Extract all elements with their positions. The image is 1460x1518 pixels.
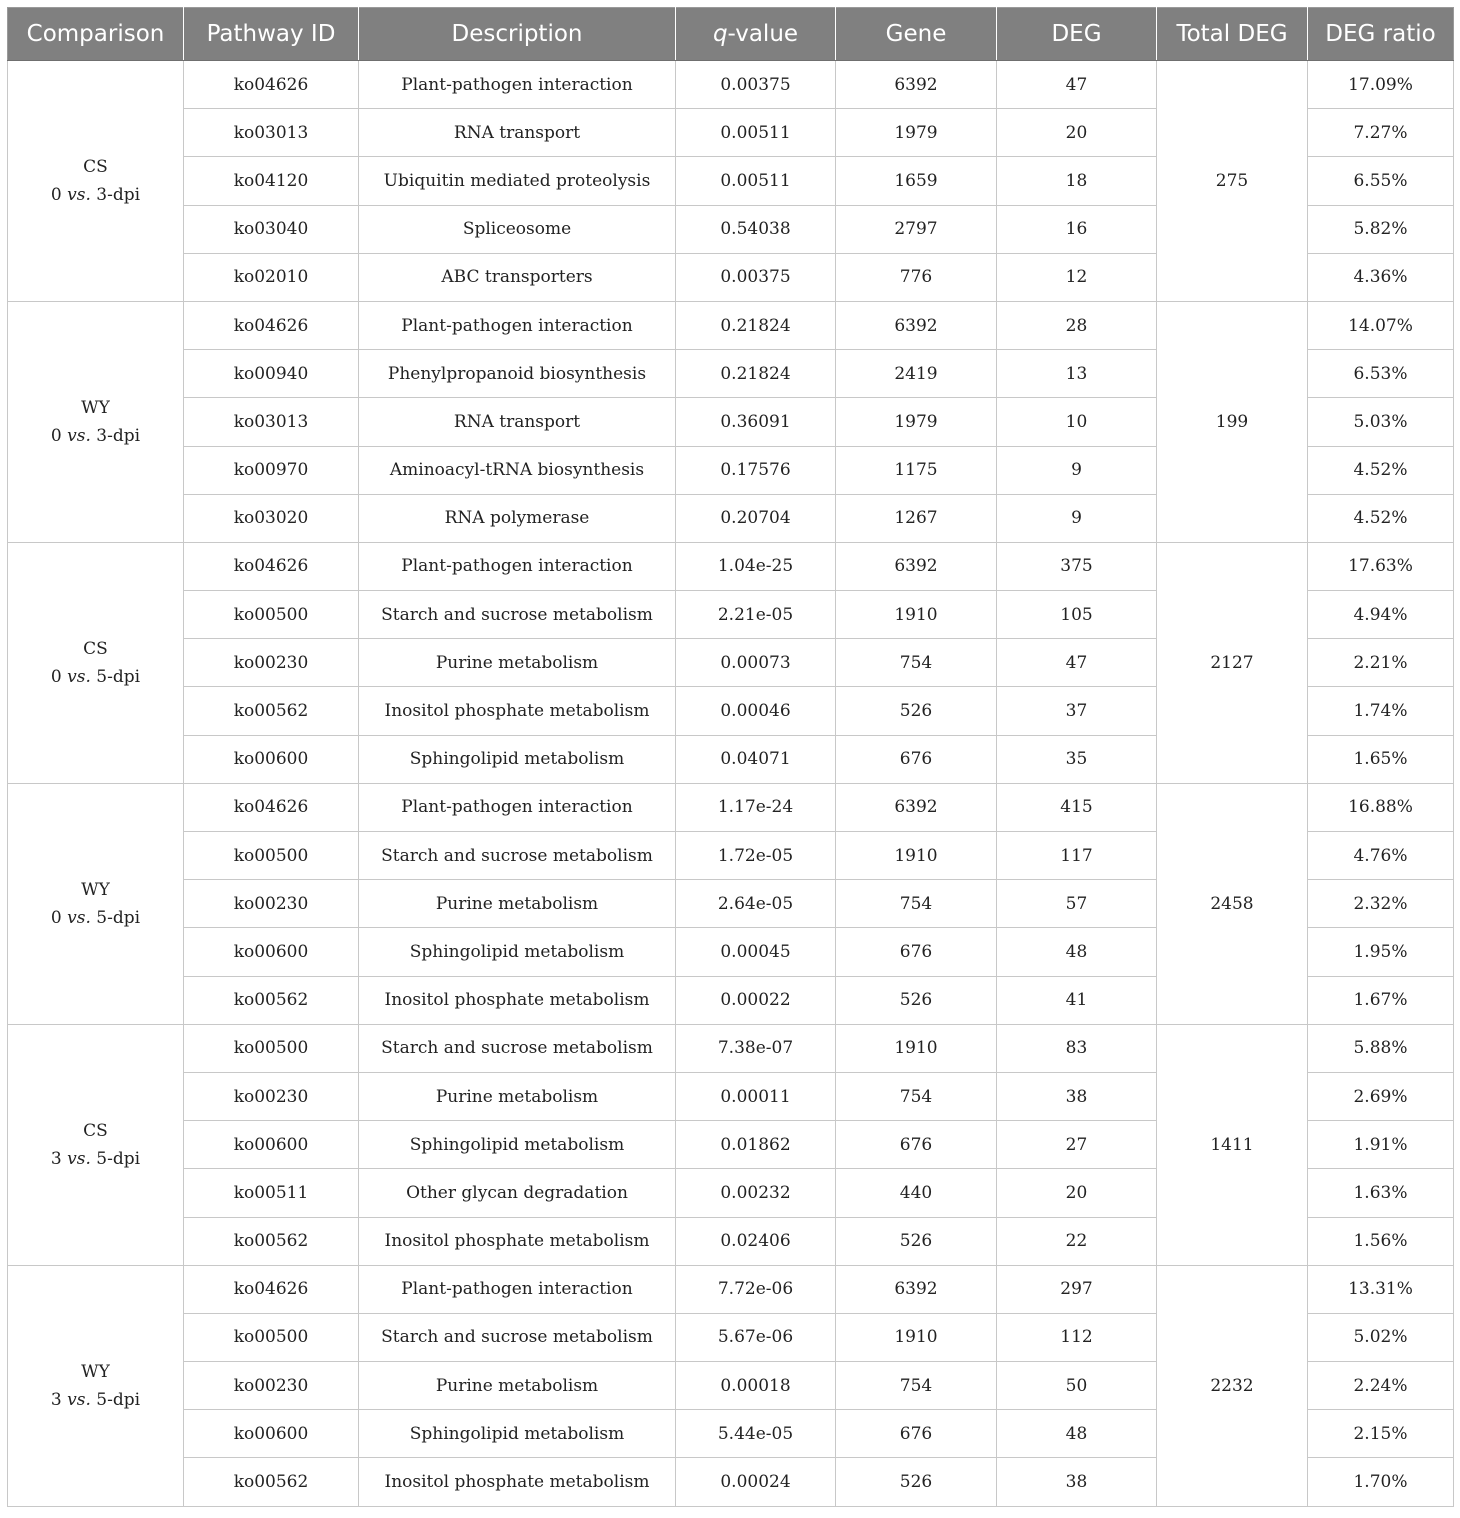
gene-cell: 6392 xyxy=(836,1265,997,1313)
table-row xyxy=(8,542,1454,590)
deg-cell: 22 xyxy=(997,1217,1157,1265)
deg-ratio-cell: 2.69% xyxy=(1308,1072,1454,1120)
comparison-to: 5-dpi xyxy=(96,907,141,928)
deg-ratio-cell: 2.21% xyxy=(1308,639,1454,687)
deg-cell: 48 xyxy=(997,928,1157,976)
description-cell: RNA transport xyxy=(359,109,676,157)
comparison-sample: CS xyxy=(83,638,108,659)
gene-cell: 526 xyxy=(836,687,997,735)
pathway-id-cell: ko00230 xyxy=(184,1072,359,1120)
header-q-letter: q xyxy=(712,21,728,47)
description-cell: RNA polymerase xyxy=(359,494,676,542)
comparison-from: 0 xyxy=(50,184,62,205)
gene-cell: 1910 xyxy=(836,1024,997,1072)
description-cell: Aminoacyl-tRNA biosynthesis xyxy=(359,446,676,494)
q-value-cell: 0.21824 xyxy=(676,350,836,398)
q-value-cell: 0.00024 xyxy=(676,1458,836,1506)
comparison-from: 0 xyxy=(50,907,62,928)
header-deg: DEG xyxy=(997,8,1157,61)
q-value-cell: 0.00022 xyxy=(676,976,836,1024)
description-cell: Sphingolipid metabolism xyxy=(359,1121,676,1169)
deg-cell: 83 xyxy=(997,1024,1157,1072)
description-cell: Inositol phosphate metabolism xyxy=(359,976,676,1024)
q-value-cell: 0.02406 xyxy=(676,1217,836,1265)
description-cell: Other glycan degradation xyxy=(359,1169,676,1217)
deg-cell: 37 xyxy=(997,687,1157,735)
gene-cell: 440 xyxy=(836,1169,997,1217)
deg-ratio-cell: 17.09% xyxy=(1308,61,1454,109)
deg-ratio-cell: 1.63% xyxy=(1308,1169,1454,1217)
gene-cell: 754 xyxy=(836,639,997,687)
pathway-id-cell: ko00500 xyxy=(184,832,359,880)
deg-ratio-cell: 4.52% xyxy=(1308,494,1454,542)
pathway-id-cell: ko00500 xyxy=(184,1313,359,1361)
comparison-cell xyxy=(8,1024,184,1265)
header-row xyxy=(8,8,1454,61)
header-q-suffix: -value xyxy=(727,21,799,47)
comparison-vs: vs. xyxy=(67,184,91,205)
deg-cell: 297 xyxy=(997,1265,1157,1313)
gene-cell: 526 xyxy=(836,1217,997,1265)
q-value-cell: 0.00011 xyxy=(676,1072,836,1120)
kegg-enrichment-table xyxy=(7,7,1454,1507)
total-deg-cell: 2127 xyxy=(1157,542,1308,783)
total-deg-cell: 1411 xyxy=(1157,1024,1308,1265)
pathway-id-cell: ko00940 xyxy=(184,350,359,398)
pathway-id-cell: ko03020 xyxy=(184,494,359,542)
pathway-id-cell: ko00562 xyxy=(184,1217,359,1265)
pathway-id-cell: ko04626 xyxy=(184,1265,359,1313)
total-deg-cell: 2458 xyxy=(1157,783,1308,1024)
comparison-cell xyxy=(8,61,184,302)
q-value-cell: 5.67e-06 xyxy=(676,1313,836,1361)
deg-ratio-cell: 5.03% xyxy=(1308,398,1454,446)
comparison-to: 5-dpi xyxy=(96,1148,141,1169)
table-body xyxy=(8,61,1454,1507)
description-cell: Plant-pathogen interaction xyxy=(359,1265,676,1313)
q-value-cell: 0.00046 xyxy=(676,687,836,735)
table-row xyxy=(8,1024,1454,1072)
deg-ratio-cell: 17.63% xyxy=(1308,542,1454,590)
deg-cell: 20 xyxy=(997,109,1157,157)
q-value-cell: 7.72e-06 xyxy=(676,1265,836,1313)
q-value-cell: 0.00375 xyxy=(676,253,836,301)
q-value-cell: 1.17e-24 xyxy=(676,783,836,831)
gene-cell: 1910 xyxy=(836,591,997,639)
q-value-cell: 0.01862 xyxy=(676,1121,836,1169)
pathway-id-cell: ko04626 xyxy=(184,301,359,349)
description-cell: Plant-pathogen interaction xyxy=(359,783,676,831)
pathway-id-cell: ko00600 xyxy=(184,928,359,976)
deg-cell: 57 xyxy=(997,880,1157,928)
q-value-cell: 0.36091 xyxy=(676,398,836,446)
q-value-cell: 0.00045 xyxy=(676,928,836,976)
comparison-from: 0 xyxy=(50,666,62,687)
pathway-id-cell: ko00230 xyxy=(184,639,359,687)
deg-ratio-cell: 4.52% xyxy=(1308,446,1454,494)
q-value-cell: 0.00232 xyxy=(676,1169,836,1217)
deg-ratio-cell: 5.02% xyxy=(1308,1313,1454,1361)
gene-cell: 6392 xyxy=(836,61,997,109)
total-deg-cell: 275 xyxy=(1157,61,1308,302)
gene-cell: 754 xyxy=(836,1072,997,1120)
deg-ratio-cell: 2.32% xyxy=(1308,880,1454,928)
pathway-id-cell: ko00511 xyxy=(184,1169,359,1217)
pathway-id-cell: ko00600 xyxy=(184,1410,359,1458)
deg-ratio-cell: 1.95% xyxy=(1308,928,1454,976)
pathway-id-cell: ko00500 xyxy=(184,591,359,639)
deg-ratio-cell: 14.07% xyxy=(1308,301,1454,349)
gene-cell: 676 xyxy=(836,928,997,976)
pathway-id-cell: ko00500 xyxy=(184,1024,359,1072)
gene-cell: 6392 xyxy=(836,542,997,590)
q-value-cell: 1.72e-05 xyxy=(676,832,836,880)
deg-cell: 112 xyxy=(997,1313,1157,1361)
pathway-id-cell: ko00562 xyxy=(184,1458,359,1506)
gene-cell: 754 xyxy=(836,880,997,928)
deg-ratio-cell: 5.82% xyxy=(1308,205,1454,253)
pathway-id-cell: ko03013 xyxy=(184,109,359,157)
q-value-cell: 0.21824 xyxy=(676,301,836,349)
description-cell: ABC transporters xyxy=(359,253,676,301)
pathway-id-cell: ko04626 xyxy=(184,783,359,831)
description-cell: Starch and sucrose metabolism xyxy=(359,591,676,639)
pathway-id-cell: ko02010 xyxy=(184,253,359,301)
table-row xyxy=(8,783,1454,831)
deg-ratio-cell: 6.53% xyxy=(1308,350,1454,398)
pathway-id-cell: ko04626 xyxy=(184,61,359,109)
comparison-from: 3 xyxy=(50,1389,62,1410)
comparison-to: 3-dpi xyxy=(96,184,141,205)
gene-cell: 6392 xyxy=(836,783,997,831)
gene-cell: 1175 xyxy=(836,446,997,494)
comparison-cell xyxy=(8,542,184,783)
comparison-to: 3-dpi xyxy=(96,425,141,446)
total-deg-cell: 199 xyxy=(1157,301,1308,542)
comparison-vs: vs. xyxy=(67,1389,91,1410)
q-value-cell: 0.00511 xyxy=(676,109,836,157)
comparison-sample: CS xyxy=(83,156,108,177)
comparison-to: 5-dpi xyxy=(96,666,141,687)
gene-cell: 2797 xyxy=(836,205,997,253)
description-cell: Sphingolipid metabolism xyxy=(359,735,676,783)
deg-cell: 9 xyxy=(997,494,1157,542)
deg-ratio-cell: 1.91% xyxy=(1308,1121,1454,1169)
deg-ratio-cell: 1.74% xyxy=(1308,687,1454,735)
description-cell: Starch and sucrose metabolism xyxy=(359,832,676,880)
deg-ratio-cell: 1.65% xyxy=(1308,735,1454,783)
deg-cell: 38 xyxy=(997,1072,1157,1120)
q-value-cell: 2.64e-05 xyxy=(676,880,836,928)
gene-cell: 1910 xyxy=(836,1313,997,1361)
header-q-value xyxy=(676,8,836,61)
deg-cell: 20 xyxy=(997,1169,1157,1217)
gene-cell: 526 xyxy=(836,976,997,1024)
deg-ratio-cell: 6.55% xyxy=(1308,157,1454,205)
comparison-sample: WY xyxy=(81,397,110,418)
q-value-cell: 0.04071 xyxy=(676,735,836,783)
gene-cell: 2419 xyxy=(836,350,997,398)
pathway-id-cell: ko03040 xyxy=(184,205,359,253)
header-total-deg: Total DEG xyxy=(1157,8,1308,61)
q-value-cell: 2.21e-05 xyxy=(676,591,836,639)
comparison-cell xyxy=(8,1265,184,1506)
description-cell: Purine metabolism xyxy=(359,1072,676,1120)
q-value-cell: 0.00018 xyxy=(676,1362,836,1410)
gene-cell: 1659 xyxy=(836,157,997,205)
total-deg-cell: 2232 xyxy=(1157,1265,1308,1506)
header-description: Description xyxy=(359,8,676,61)
q-value-cell: 0.00375 xyxy=(676,61,836,109)
deg-ratio-cell: 5.88% xyxy=(1308,1024,1454,1072)
description-cell: Plant-pathogen interaction xyxy=(359,301,676,349)
pathway-id-cell: ko00562 xyxy=(184,687,359,735)
description-cell: RNA transport xyxy=(359,398,676,446)
header-gene: Gene xyxy=(836,8,997,61)
gene-cell: 1979 xyxy=(836,109,997,157)
q-value-cell: 0.17576 xyxy=(676,446,836,494)
table-row xyxy=(8,61,1454,109)
deg-cell: 48 xyxy=(997,1410,1157,1458)
deg-cell: 13 xyxy=(997,350,1157,398)
q-value-cell: 0.00511 xyxy=(676,157,836,205)
q-value-cell: 5.44e-05 xyxy=(676,1410,836,1458)
deg-ratio-cell: 1.56% xyxy=(1308,1217,1454,1265)
deg-cell: 9 xyxy=(997,446,1157,494)
deg-cell: 35 xyxy=(997,735,1157,783)
deg-cell: 47 xyxy=(997,639,1157,687)
deg-ratio-cell: 4.76% xyxy=(1308,832,1454,880)
deg-cell: 38 xyxy=(997,1458,1157,1506)
q-value-cell: 7.38e-07 xyxy=(676,1024,836,1072)
deg-ratio-cell: 2.24% xyxy=(1308,1362,1454,1410)
q-value-cell: 0.00073 xyxy=(676,639,836,687)
deg-ratio-cell: 2.15% xyxy=(1308,1410,1454,1458)
deg-ratio-cell: 16.88% xyxy=(1308,783,1454,831)
gene-cell: 754 xyxy=(836,1362,997,1410)
pathway-id-cell: ko00600 xyxy=(184,735,359,783)
comparison-from: 0 xyxy=(50,425,62,446)
deg-cell: 16 xyxy=(997,205,1157,253)
pathway-id-cell: ko00600 xyxy=(184,1121,359,1169)
description-cell: Phenylpropanoid biosynthesis xyxy=(359,350,676,398)
comparison-from: 3 xyxy=(50,1148,62,1169)
description-cell: Inositol phosphate metabolism xyxy=(359,1458,676,1506)
description-cell: Spliceosome xyxy=(359,205,676,253)
gene-cell: 776 xyxy=(836,253,997,301)
deg-cell: 415 xyxy=(997,783,1157,831)
q-value-cell: 0.54038 xyxy=(676,205,836,253)
gene-cell: 1979 xyxy=(836,398,997,446)
table-row xyxy=(8,1265,1454,1313)
deg-ratio-cell: 1.67% xyxy=(1308,976,1454,1024)
pathway-id-cell: ko00230 xyxy=(184,1362,359,1410)
pathway-id-cell: ko00970 xyxy=(184,446,359,494)
gene-cell: 676 xyxy=(836,1410,997,1458)
comparison-vs: vs. xyxy=(67,907,91,928)
comparison-to: 5-dpi xyxy=(96,1389,141,1410)
deg-cell: 18 xyxy=(997,157,1157,205)
description-cell: Purine metabolism xyxy=(359,880,676,928)
pathway-id-cell: ko03013 xyxy=(184,398,359,446)
description-cell: Starch and sucrose metabolism xyxy=(359,1313,676,1361)
deg-cell: 47 xyxy=(997,61,1157,109)
deg-ratio-cell: 7.27% xyxy=(1308,109,1454,157)
pathway-id-cell: ko04120 xyxy=(184,157,359,205)
description-cell: Sphingolipid metabolism xyxy=(359,1410,676,1458)
header-pathway-id: Pathway ID xyxy=(184,8,359,61)
deg-ratio-cell: 4.36% xyxy=(1308,253,1454,301)
comparison-sample: CS xyxy=(83,1120,108,1141)
pathway-id-cell: ko00562 xyxy=(184,976,359,1024)
comparison-cell xyxy=(8,783,184,1024)
header-comparison: Comparison xyxy=(8,8,184,61)
pathway-id-cell: ko04626 xyxy=(184,542,359,590)
q-value-cell: 0.20704 xyxy=(676,494,836,542)
deg-cell: 10 xyxy=(997,398,1157,446)
deg-ratio-cell: 13.31% xyxy=(1308,1265,1454,1313)
description-cell: Purine metabolism xyxy=(359,639,676,687)
header-deg-ratio: DEG ratio xyxy=(1308,8,1454,61)
comparison-sample: WY xyxy=(81,879,110,900)
deg-ratio-cell: 4.94% xyxy=(1308,591,1454,639)
description-cell: Starch and sucrose metabolism xyxy=(359,1024,676,1072)
gene-cell: 676 xyxy=(836,1121,997,1169)
comparison-sample: WY xyxy=(81,1361,110,1382)
comparison-vs: vs. xyxy=(67,666,91,687)
q-value-cell: 1.04e-25 xyxy=(676,542,836,590)
pathway-id-cell: ko00230 xyxy=(184,880,359,928)
gene-cell: 1910 xyxy=(836,832,997,880)
deg-ratio-cell: 1.70% xyxy=(1308,1458,1454,1506)
deg-cell: 28 xyxy=(997,301,1157,349)
deg-cell: 27 xyxy=(997,1121,1157,1169)
gene-cell: 6392 xyxy=(836,301,997,349)
comparison-vs: vs. xyxy=(67,425,91,446)
description-cell: Inositol phosphate metabolism xyxy=(359,687,676,735)
deg-cell: 105 xyxy=(997,591,1157,639)
comparison-vs: vs. xyxy=(67,1148,91,1169)
comparison-cell xyxy=(8,301,184,542)
gene-cell: 676 xyxy=(836,735,997,783)
description-cell: Purine metabolism xyxy=(359,1362,676,1410)
gene-cell: 1267 xyxy=(836,494,997,542)
deg-cell: 41 xyxy=(997,976,1157,1024)
deg-cell: 117 xyxy=(997,832,1157,880)
gene-cell: 526 xyxy=(836,1458,997,1506)
description-cell: Plant-pathogen interaction xyxy=(359,542,676,590)
deg-cell: 375 xyxy=(997,542,1157,590)
description-cell: Ubiquitin mediated proteolysis xyxy=(359,157,676,205)
description-cell: Sphingolipid metabolism xyxy=(359,928,676,976)
table-row xyxy=(8,301,1454,349)
description-cell: Inositol phosphate metabolism xyxy=(359,1217,676,1265)
description-cell: Plant-pathogen interaction xyxy=(359,61,676,109)
deg-cell: 50 xyxy=(997,1362,1157,1410)
deg-cell: 12 xyxy=(997,253,1157,301)
